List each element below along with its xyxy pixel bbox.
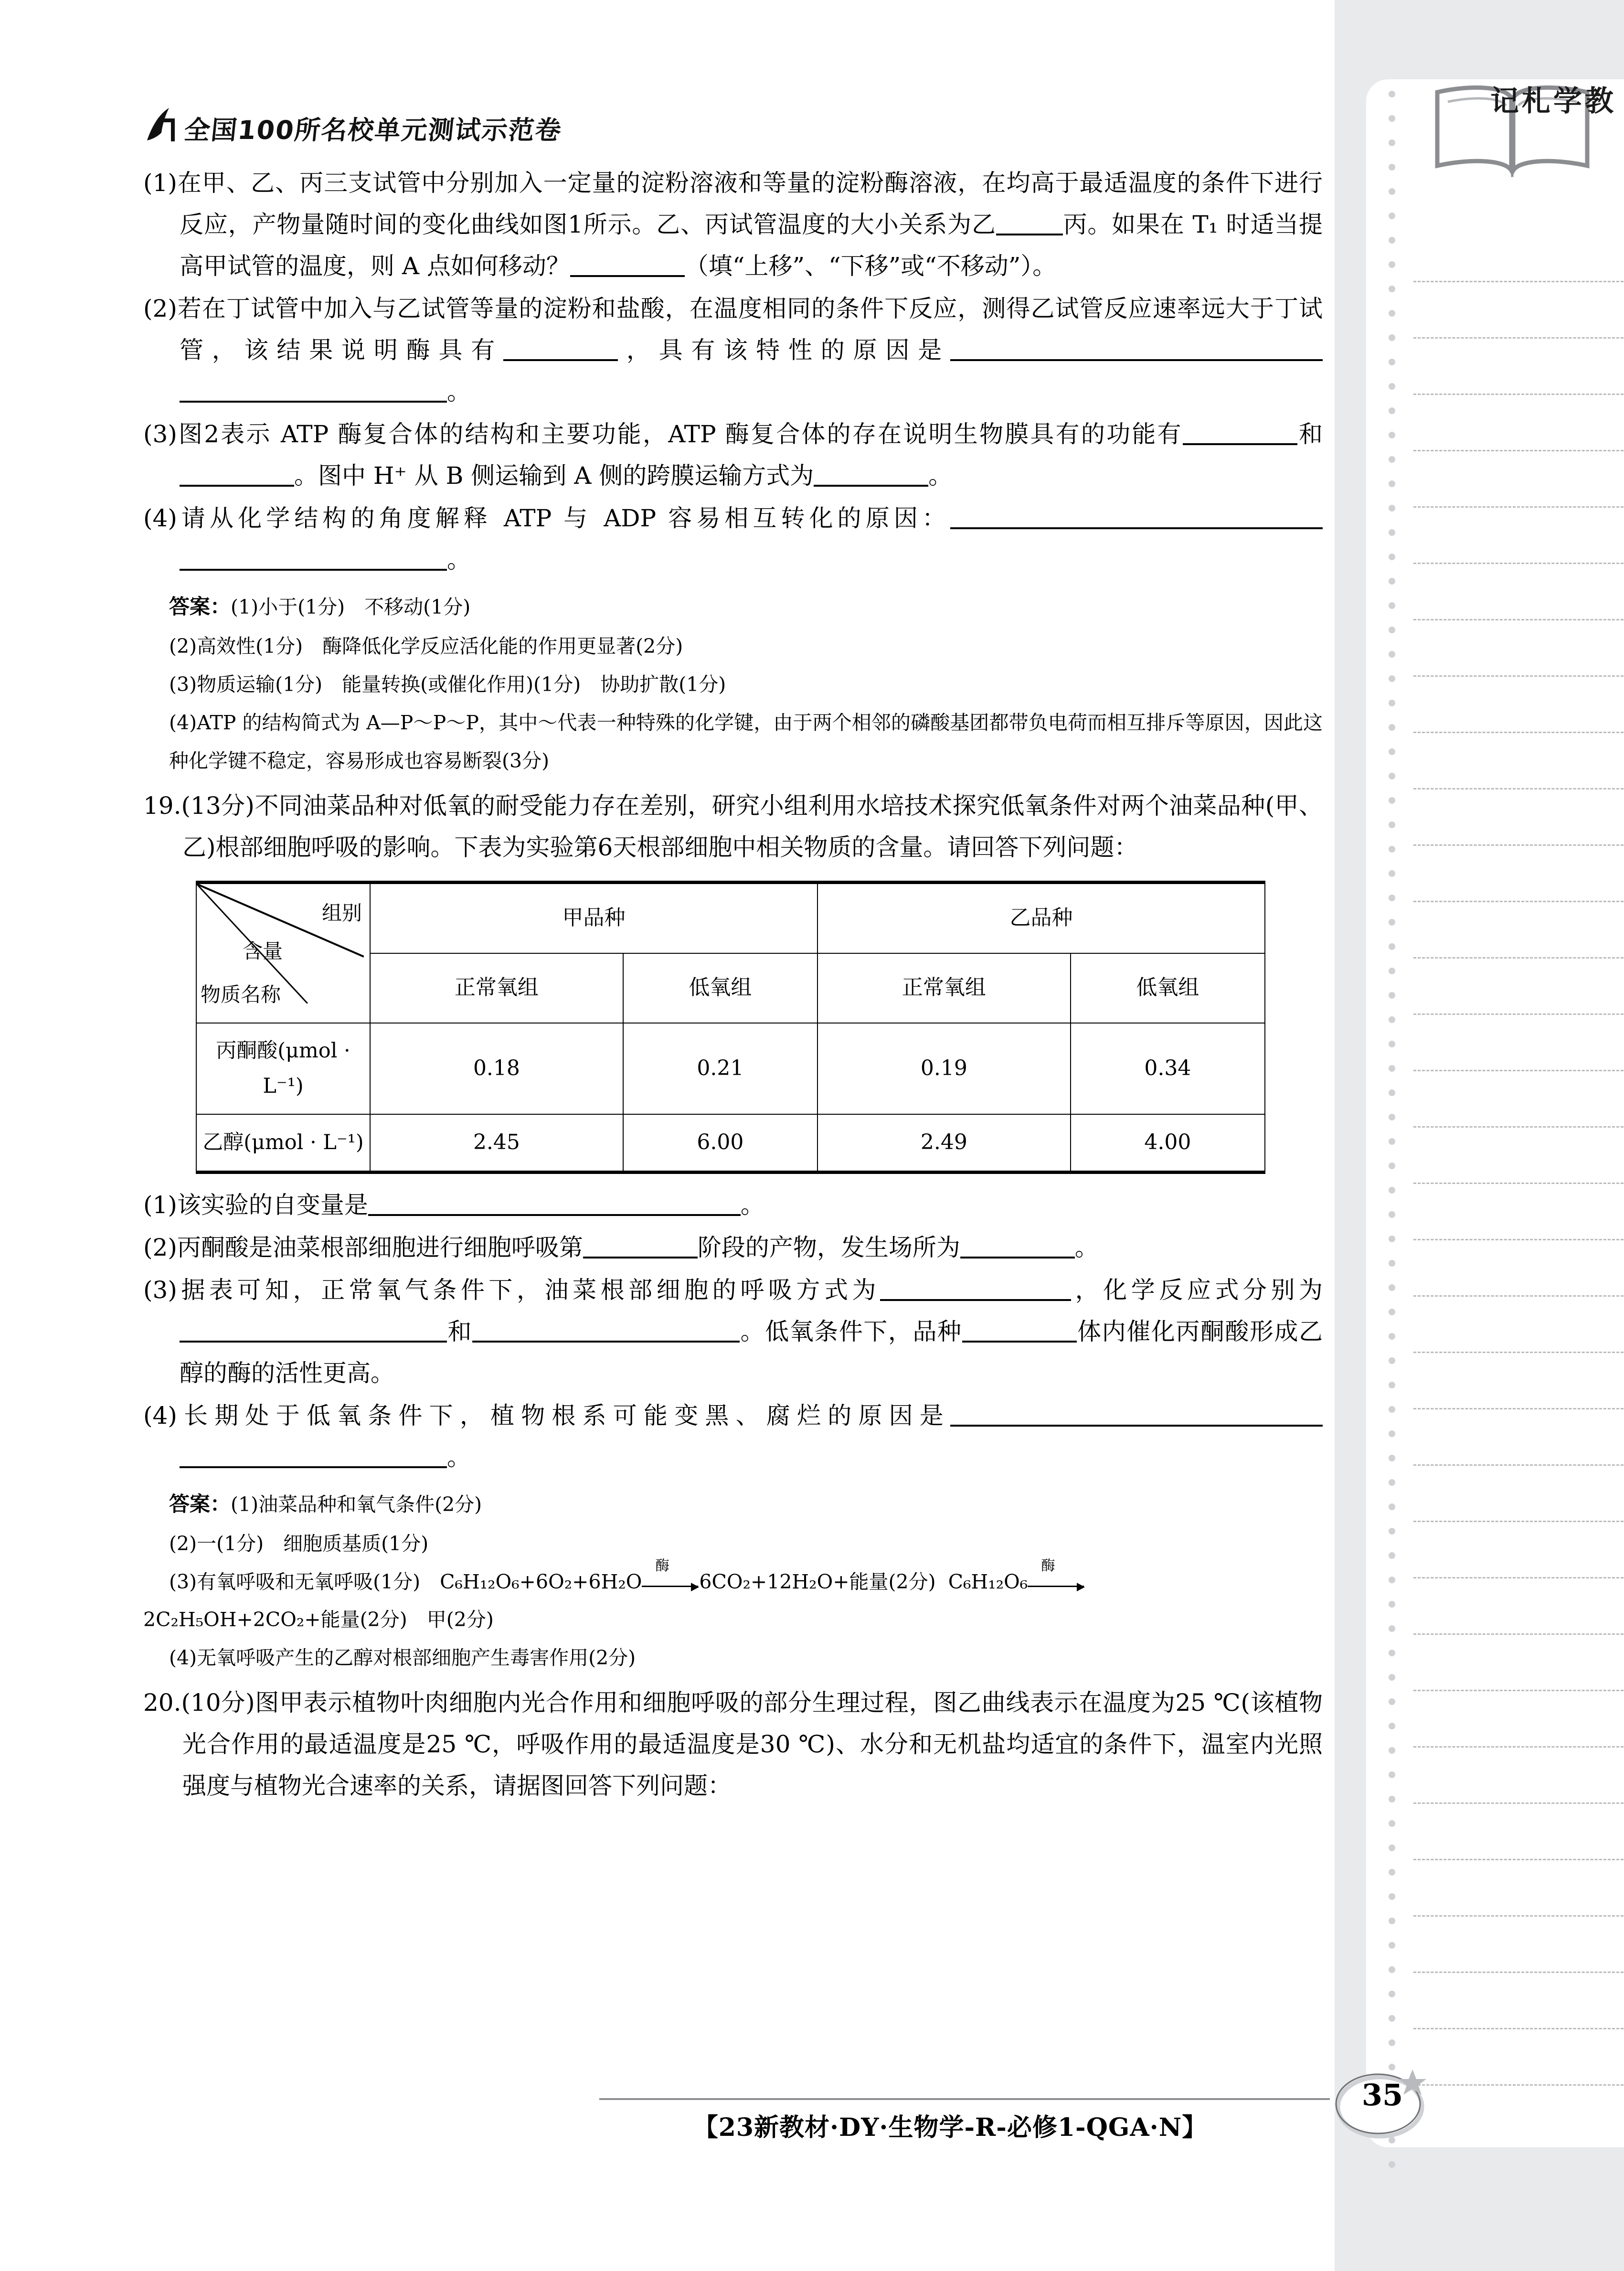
notes-title-char-0: 教: [1580, 85, 1613, 119]
question-18-answers: [143, 587, 1323, 780]
notes-title-char-3: 记: [1486, 85, 1519, 119]
q19-answer-line-3b: 2C₂H₅OH+2CO₂+能量(2分) 甲(2分): [143, 1608, 494, 1631]
notes-title-char-1: 学: [1549, 85, 1582, 119]
enzyme-arrow-icon: 酶: [1028, 1574, 1085, 1593]
question-20: [143, 1682, 1323, 1807]
q18-answer-line-1: 答案：(1)小于(1分) 不移动(1分): [169, 595, 471, 619]
table-cell: 0.18: [370, 1023, 623, 1115]
table-cell: 0.19: [817, 1023, 1071, 1115]
table-cell: 4.00: [1071, 1114, 1265, 1172]
binding-holes: [1389, 91, 1398, 2192]
question-19-answers: [143, 1485, 1323, 1678]
exam-content: [143, 162, 1323, 1810]
q19-data-table-wrapper: [196, 881, 1265, 1174]
q18-answer-line-4: (4)ATP 的结构简式为 A—P～P～P，其中～代表一种特殊的化学键，由于两个相邻的磷酸基团都带负电荷而相互排斥等原因，因此这种化学键不稳定，容易形成也容易断裂(3分): [169, 711, 1323, 772]
notes-sidebar-header: [1413, 64, 1614, 208]
q19-item-3: (3)据表可知，正常氧气条件下，油菜根部细胞的呼吸方式为 ，化学反应式分别为和 。低氧条件下，品种 体内催化丙酮酸形成乙醇的酶的活性更高。: [143, 1276, 1323, 1387]
answer-blank[interactable]: [996, 234, 1063, 235]
q19-item-2: (2)丙酮酸是油菜根部细胞进行细胞呼吸第 阶段的产物，发生场所为 。: [143, 1233, 1099, 1261]
table-cell: 2.49: [817, 1114, 1071, 1172]
answer-blank[interactable]: [180, 1466, 447, 1468]
table-row-label-1: 乙醇(μmol · L⁻¹): [196, 1114, 370, 1172]
chemical-equation-aerobic: C₆H₁₂O₆+6O₂+6H₂O 酶 6CO₂+12H₂O+能量(2分): [440, 1557, 936, 1593]
note-ruled-lines: [1413, 281, 1624, 2096]
q18-item-1: (1)在甲、乙、丙三支试管中分别加入一定量的淀粉溶液和等量的淀粉酶溶液，在均高于最适温度的条件下进行反应，产物量随时间的变化曲线如图1所示。乙、丙试管温度的大小关系为乙 丙。如果在 T₁ 时适当提高甲试管的温度，则 A 点如何移动？ （填“上移”、“下移”或“不移动”）。: [143, 169, 1323, 280]
q19-stem: 19.(13分)不同油菜品种对低氧的耐受能力存在差别，研究小组利用水培技术探究低氧条件对两个油菜品种(甲、乙)根部细胞呼吸的影响。下表为实验第6天根部细胞中相关物质的含量。请回答下列问题：: [143, 791, 1323, 861]
footer-paper-code: 【23新教材·DY·生物学-R-必修1-QGA·N】: [693, 2113, 1208, 2142]
table-cell: 6.00: [623, 1114, 817, 1172]
q18-answer-line-2: (2)高效性(1分) 酶降低化学反应活化能的作用更显著(2分): [169, 634, 683, 658]
table-sub-header-0: 正常氧组: [370, 953, 623, 1023]
masthead-logo: [143, 100, 669, 143]
answer-blank[interactable]: [1183, 443, 1297, 445]
table-row: [196, 1114, 1265, 1172]
table-group-header-1: 乙品种: [817, 882, 1265, 953]
notes-sidebar-title: [1486, 85, 1613, 186]
q19-answer-line-3: (3)有氧呼吸和无氧呼吸(1分) C₆H₁₂O₆+6O₂+6H₂O 酶 6CO₂+12H₂O+能量(2分) C₆H₁₂O₆ 酶: [143, 1563, 1323, 1601]
answer-blank[interactable]: [950, 359, 1323, 361]
enzyme-arrow-icon: 酶: [642, 1574, 699, 1593]
q19-data-table: [196, 881, 1265, 1174]
q18-item-4: (4)请从化学结构的角度解释 ATP 与 ADP 容易相互转化的原因：。: [143, 498, 1323, 581]
answer-blank[interactable]: [950, 1425, 1323, 1427]
quill-icon: [143, 105, 181, 143]
table-group-header-0: 甲品种: [370, 882, 817, 953]
masthead-title: 全国100所名校单元测试示范卷: [182, 115, 564, 145]
table-cell: 0.34: [1071, 1023, 1265, 1115]
q18-item-3: (3)图2表示 ATP 酶复合体的结构和主要功能，ATP 酶复合体的存在说明生物膜具有的功能有 和。图中 H⁺ 从 B 侧运输到 A 侧的跨膜运输方式为 。: [143, 420, 1323, 490]
answer-blank[interactable]: [950, 527, 1323, 529]
table-header-row-1: [196, 882, 1265, 953]
table-sub-header-3: 低氧组: [1071, 953, 1265, 1023]
corner-label-substance: 物质名称: [201, 982, 281, 1006]
answer-label: 答案：: [169, 595, 231, 619]
q19-answer-line-2: (2)一(1分) 细胞质基质(1分): [169, 1532, 429, 1555]
table-row-label-0: 丙酮酸(μmol · L⁻¹): [196, 1023, 370, 1115]
q19-answer-line-4: (4)无氧呼吸产生的乙醇对根部细胞产生毒害作用(2分): [169, 1646, 636, 1670]
table-cell: 0.21: [623, 1023, 817, 1115]
answer-blank[interactable]: [180, 569, 447, 571]
table-corner-cell: [196, 882, 370, 1023]
answer-blank[interactable]: [960, 1257, 1075, 1258]
q18-answer-line-3: (3)物质运输(1分) 能量转换(或催化作用)(1分) 协助扩散(1分): [169, 672, 726, 696]
answer-blank[interactable]: [962, 1341, 1077, 1343]
page-number: 35: [1361, 2078, 1403, 2112]
answer-label: 答案：: [169, 1492, 231, 1516]
question-19: [143, 785, 1323, 1478]
answer-blank[interactable]: [503, 359, 618, 361]
corner-label-content: 含量: [243, 939, 283, 963]
corner-label-group: 组别: [321, 901, 362, 925]
table-sub-header-2: 正常氧组: [817, 953, 1071, 1023]
answer-blank[interactable]: [570, 275, 685, 277]
chemical-equation-anaerobic-left: C₆H₁₂O₆ 酶: [948, 1563, 1085, 1601]
q20-stem: 20.(10分)图甲表示植物叶肉细胞内光合作用和细胞呼吸的部分生理过程，图乙曲线表示在温度为25 ℃(该植物光合作用的最适温度是25 ℃，呼吸作用的最适温度是30 ℃)、水分和无机盐均适宜的条件下，温室内光照强度与植物光合速率的关系，请据图回答下列问题：: [143, 1689, 1323, 1800]
answer-blank[interactable]: [180, 1341, 447, 1343]
answer-blank[interactable]: [180, 485, 294, 487]
footer-rule: [599, 2098, 1330, 2100]
q19-item-4: (4)长期处于低氧条件下，植物根系可能变黑、腐烂的原因是。: [143, 1395, 1323, 1478]
q19-answer-line-1: 答案：(1)油菜品种和氧气条件(2分): [169, 1492, 482, 1516]
table-cell: 2.45: [370, 1114, 623, 1172]
answer-blank[interactable]: [472, 1341, 740, 1343]
table-row: [196, 1023, 1265, 1115]
answer-blank[interactable]: [583, 1257, 698, 1258]
notes-title-char-2: 札: [1517, 85, 1550, 119]
answer-blank[interactable]: [814, 485, 928, 487]
answer-blank[interactable]: [368, 1214, 741, 1216]
question-18-items: [143, 162, 1323, 581]
q19-item-1: (1)该实验的自变量是 。: [143, 1191, 764, 1219]
answer-blank[interactable]: [180, 401, 447, 403]
q18-item-2: (2)若在丁试管中加入与乙试管等量的淀粉和盐酸，在温度相同的条件下反应，测得乙试管反应速率远大于丁试管，该结果说明酶具有 ，具有该特性的原因是。: [143, 295, 1323, 405]
table-sub-header-1: 低氧组: [623, 953, 817, 1023]
answer-blank[interactable]: [880, 1299, 1071, 1301]
